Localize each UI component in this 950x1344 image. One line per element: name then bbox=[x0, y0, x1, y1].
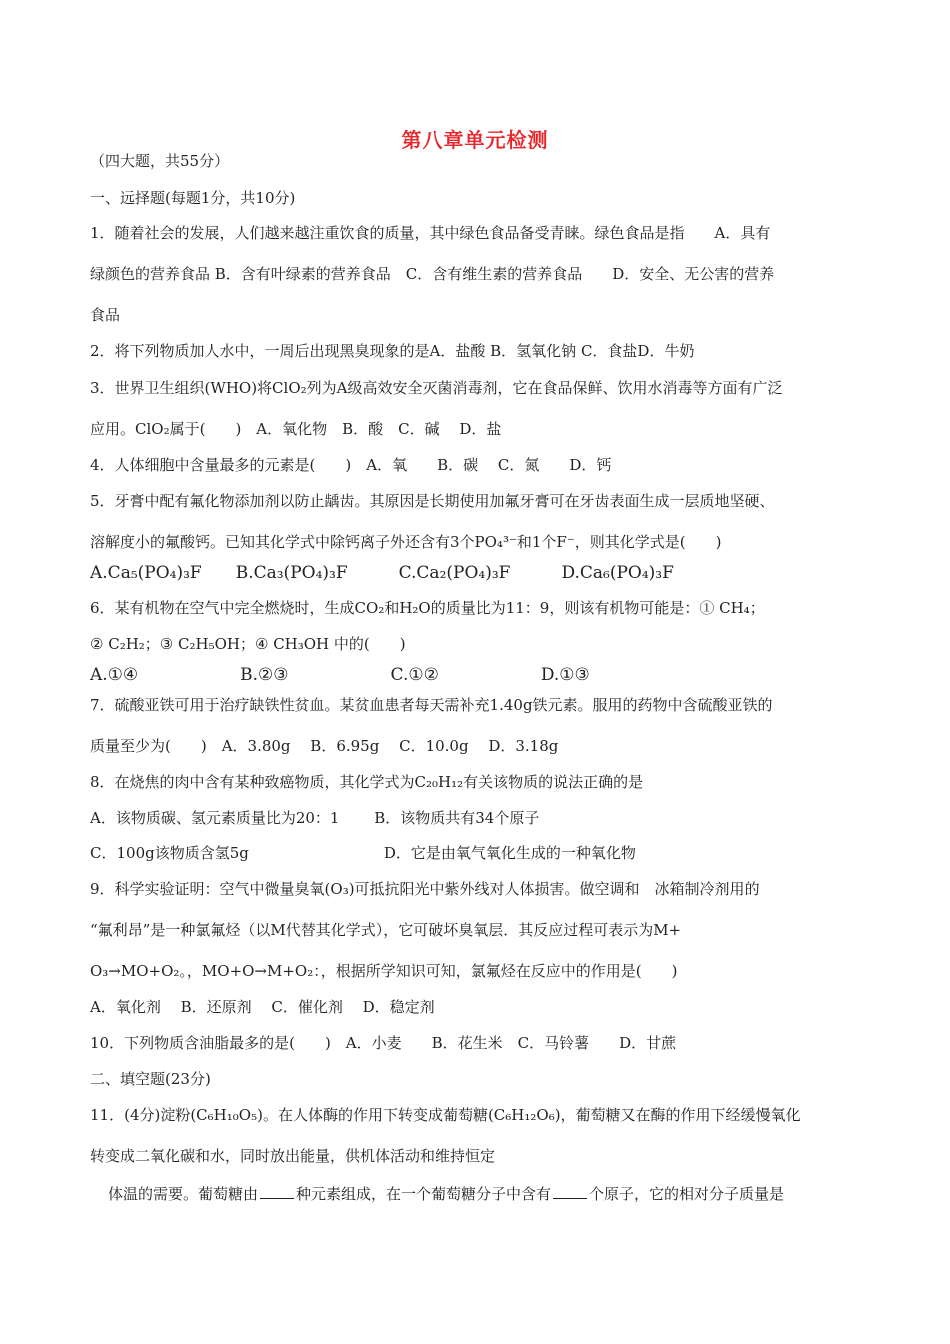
question-1-line-3: 食品 bbox=[90, 306, 121, 324]
answer-blank[interactable] bbox=[260, 1183, 294, 1199]
section-heading-choice: 一、远择题(每题1分，共10分) bbox=[90, 189, 296, 207]
question-1-line-2: 绿颜色的营养食品 B．含有叶绿素的营养食品 C．含有维生素的营养食品 D．安全、无公害的营养 bbox=[90, 265, 775, 283]
question-10: 10．下列物质含油脂最多的是( ) A．小麦 B．花生米 C．马铃薯 D．甘蔗 bbox=[90, 1034, 677, 1052]
question-8: 8．在烧焦的肉中含有某种致癌物质，其化学式为C₂₀H₁₂有关该物质的说法正确的是 bbox=[90, 773, 644, 791]
question-9-line-3: O₃→MO+O₂。，MO+O→M+O₂：，根据所学知识可知，氯氟烃在反应中的作用是( ) bbox=[90, 962, 678, 980]
answer-blank[interactable] bbox=[553, 1183, 587, 1199]
question-2: 2．将下列物质加人水中，一周后出现黑臭现象的是A．盐酸 B．氢氧化钠 C．食盐D．牛奶 bbox=[90, 342, 695, 360]
question-9-options: A．氧化剂 B．还原剂 C．催化剂 D．稳定剂 bbox=[90, 998, 435, 1016]
question-3-line-1: 3．世界卫生组织(WHO)将ClO₂列为A级高效安全灭菌消毒剂，它在食品保鲜、饮用水消毒等方面有广泛 bbox=[90, 379, 783, 397]
question-11-line-2: 转变成二氧化碳和水，同时放出能量，供机体活动和维持恒定 bbox=[90, 1147, 496, 1165]
question-6-line-2: ② C₂H₂；③ C₂H₅OH；④ CH₃OH 中的( ) bbox=[90, 635, 406, 653]
question-11-line-3 bbox=[108, 1183, 784, 1205]
question-7-line-2: 质量至少为( ) A．3.80g B．6.95g C．10.0g D．3.18g bbox=[90, 737, 559, 755]
page-title: 第八章单元检测 bbox=[401, 128, 549, 152]
exam-subtitle: （四大题，共55分） bbox=[90, 152, 230, 170]
question-8-options-cd: C．100g该物质含氢5g D．它是由氧气氧化生成的一种氧化物 bbox=[90, 844, 636, 862]
section-heading-fill: 二、填空题(23分) bbox=[90, 1070, 211, 1088]
question-5-line-1: 5．牙膏中配有氟化物添加剂以防止龋齿。其原因是长期使用加氟牙膏可在牙齿表面生成一层质地坚硬、 bbox=[90, 492, 775, 510]
question-7-line-1: 7．硫酸亚铁可用于治疗缺铁性贫血。某贫血患者每天需补充1.40g铁元素。服用的药物中含硫酸亚铁的 bbox=[90, 696, 773, 714]
question-5-line-2: 溶解度小的氟酸钙。已知其化学式中除钙离子外还含有3个PO₄³⁻和1个F⁻，则其化学式是( ) bbox=[90, 533, 722, 551]
question-11-text-c: 个原子，它的相对分子质量是 bbox=[589, 1185, 785, 1203]
question-3-line-2: 应用。ClO₂属于( ) A．氧化物 B．酸 C．碱 D．盐 bbox=[90, 420, 502, 438]
question-5-options: A.Ca₅(PO₄)₃F B.Ca₃(PO₄)₃F C.Ca₂(PO₄)₃F D.Ca₆(PO₄)₃F bbox=[90, 563, 674, 583]
question-6-options: A.①④ B.②③ C.①② D.①③ bbox=[90, 665, 590, 685]
question-1-line-1: 1．随着社会的发展，人们越来越注重饮食的质量，其中绿色食品备受青睐。绿色食品是指 A．具有 bbox=[90, 224, 771, 242]
question-4: 4．人体细胞中含量最多的元素是( ) A．氧 B．碳 C．氮 D．钙 bbox=[90, 456, 612, 474]
question-9-line-2: “氟利昂”是一种氯氟烃（以M代替其化学式），它可破坏臭氧层．其反应过程可表示为M+ bbox=[90, 921, 682, 939]
question-11-text-b: 种元素组成，在一个葡萄糖分子中含有 bbox=[296, 1185, 552, 1203]
question-11-line-1: 11．(4分)淀粉(C₆H₁₀O₅)。在人体酶的作用下转变成葡萄糖(C₆H₁₂O₆)，葡萄糖又在酶的作用下经缓慢氧化 bbox=[90, 1106, 801, 1124]
question-8-options-ab: A．该物质碳、氢元素质量比为20：1 B．该物质共有34个原子 bbox=[90, 809, 540, 827]
question-6-line-1: 6．某有机物在空气中完全燃烧时，生成CO₂和H₂O的质量比为11：9，则该有机物可能是：① CH₄； bbox=[90, 599, 765, 617]
question-9-line-1: 9．科学实验证明：空气中微量臭氧(O₃)可抵抗阳光中紫外线对人体损害。做空调和 冰箱制冷剂用的 bbox=[90, 880, 760, 898]
question-11-text-a: 体温的需要。葡萄糖由 bbox=[108, 1185, 259, 1203]
